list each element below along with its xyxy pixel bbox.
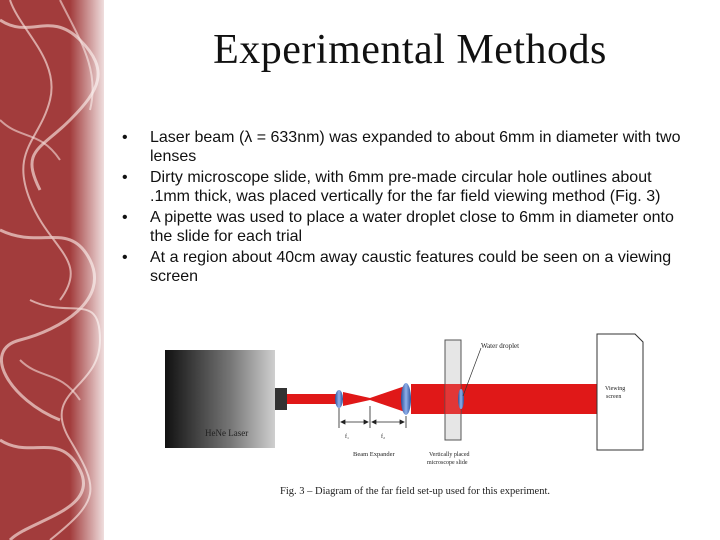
lens-2 [401,383,411,415]
slide-label-line1: Vertically placed [429,452,470,458]
laser-label: HeNe Laser [205,428,249,438]
water-droplet [458,389,464,409]
screen-label-line1: Viewing [605,386,626,392]
bullet-text: Dirty microscope slide, with 6mm pre-made circular hole outlines about .1mm thick, was placed vertically for the far field viewing method (Fig. 3) [150,169,661,205]
bullet-item [122,128,692,166]
bullet-item [122,208,692,246]
setup-diagram [165,332,665,474]
bullet-list [122,128,692,288]
bullet-item [122,168,692,206]
bullet-symbol: • [122,129,128,146]
focal-length-markers [339,406,406,428]
lens-1 [335,390,343,408]
laser-beam-wide [411,384,597,414]
slide-label-line2: microscope slide [427,460,468,466]
bullet-symbol: • [122,209,128,226]
bullet-text: A pipette was used to place a water droplet close to 6mm in diameter onto the slide for each trial [150,209,674,245]
viewing-screen [597,334,643,450]
bullet-item [122,248,692,286]
beam-expander-cone [343,392,370,406]
bullet-symbol: • [122,169,128,186]
droplet-label: Water droplet [481,342,520,350]
hene-laser [165,350,287,448]
slide-title: Experimental Methods [213,27,607,73]
decorative-water-texture [0,0,104,540]
bullet-symbol: • [122,249,128,266]
bullet-text: At a region about 40cm away caustic features could be seen on a viewing screen [150,249,672,285]
figure-caption: Fig. 3 – Diagram of the far field set-up used for this experiment. [279,486,550,497]
laser-beam-narrow [287,394,337,404]
beam-expander-cone-2 [370,386,405,412]
expander-label: Beam Expander [353,451,395,458]
screen-label-line2: screen [606,394,622,400]
f2-label: f₂ [381,434,386,440]
f1-label: f₁ [345,434,350,440]
bullet-text: Laser beam (λ = 633nm) was expanded to about 6mm in diameter with two lenses [150,129,681,165]
